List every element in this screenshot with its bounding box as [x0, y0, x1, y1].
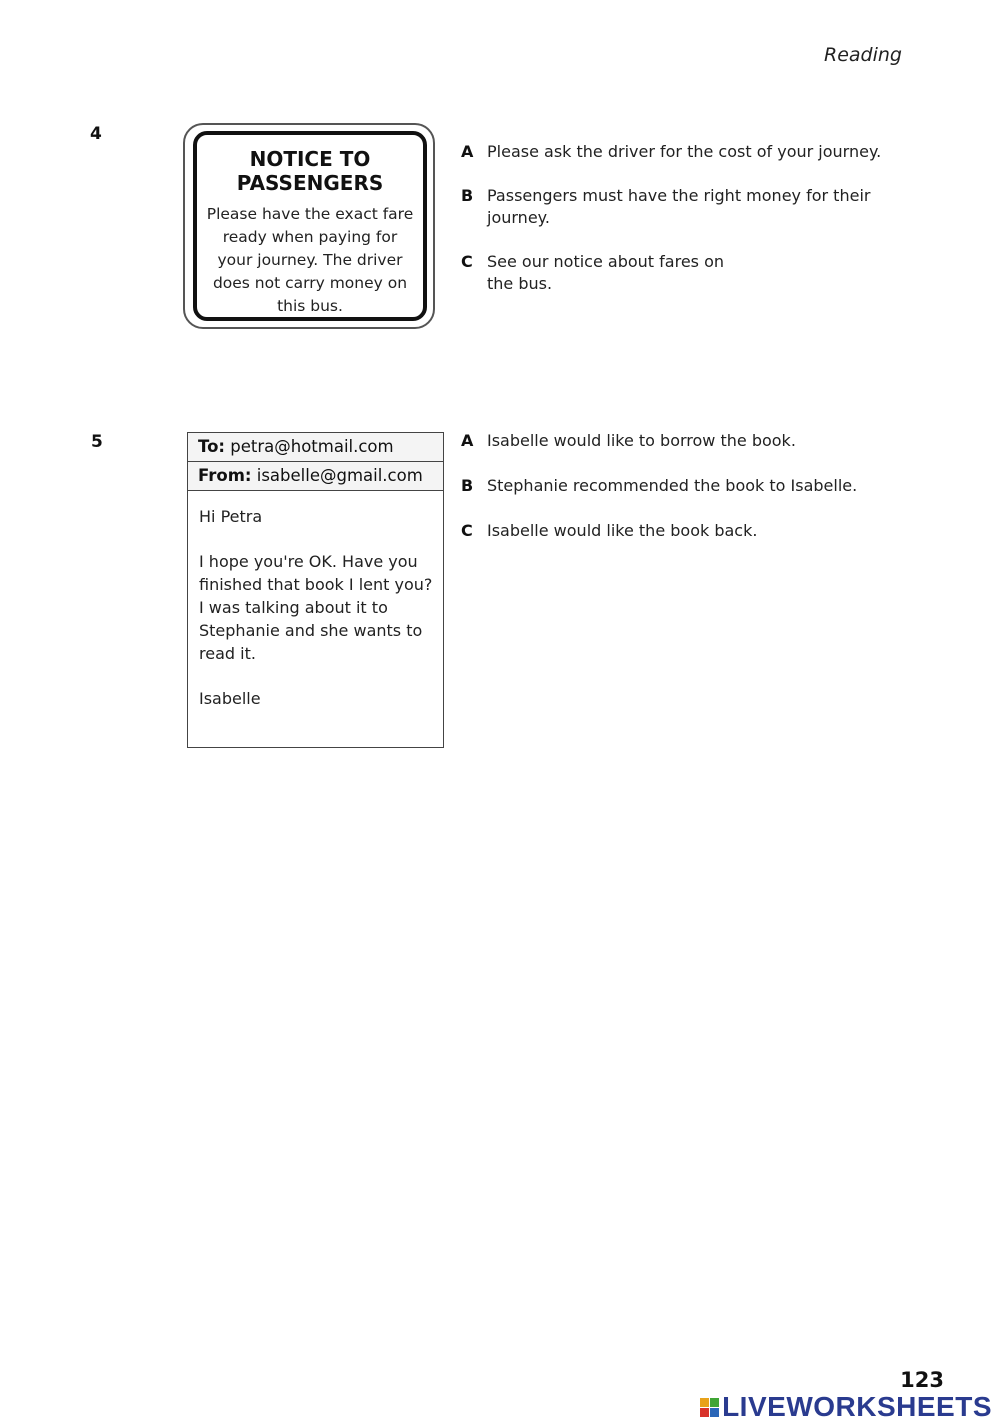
logo-square-icon: [710, 1398, 719, 1407]
option-text: Please ask the driver for the cost of your journey.: [487, 142, 882, 161]
option-text: Isabelle would like the book back.: [487, 521, 758, 540]
logo-square-icon: [710, 1408, 719, 1417]
email-to-row: [188, 433, 443, 462]
option-4c[interactable]: [461, 251, 751, 295]
email-text: I hope you're OK. Have you finished that book I lent you? I was talking about it to Stephanie and she wants to read it.: [199, 552, 433, 663]
logo-square-icon: [700, 1408, 709, 1417]
option-4b[interactable]: [461, 185, 881, 229]
logo-square-icon: [700, 1398, 709, 1407]
email-to-value: petra@hotmail.com: [230, 437, 394, 456]
option-letter: B: [461, 186, 474, 205]
email-from-row: [188, 462, 443, 491]
notice-title-line2: PASSENGERS: [236, 171, 384, 195]
option-letter: B: [461, 476, 474, 495]
question-number-4: 4: [90, 124, 102, 144]
email-body: [188, 491, 443, 710]
page-number: 123: [900, 1368, 944, 1392]
email-from-label: From:: [198, 466, 252, 485]
option-letter: C: [461, 252, 473, 271]
question-4-options: [461, 141, 901, 295]
email-greeting: Hi Petra: [199, 507, 263, 526]
option-5c[interactable]: [461, 520, 901, 542]
option-letter: A: [461, 431, 474, 450]
notice-sign: [193, 131, 427, 321]
email-message: [187, 432, 444, 748]
question-5-options: [461, 430, 901, 542]
question-number-5: 5: [91, 432, 103, 452]
logo-text: LIVEWORKSHEETS: [722, 1391, 992, 1422]
option-5a[interactable]: [461, 430, 901, 452]
option-text: Passengers must have the right money for their journey.: [487, 186, 871, 227]
liveworksheets-logo[interactable]: [700, 1391, 992, 1423]
notice-body: Please have the exact fare ready when paying for your journey. The driver does not carry money on this bus.: [206, 205, 414, 315]
option-letter: C: [461, 521, 473, 540]
option-text: Stephanie recommended the book to Isabelle.: [487, 476, 858, 495]
notice-title-line1: NOTICE TO: [249, 147, 371, 171]
email-signature: Isabelle: [199, 689, 261, 708]
notice-title: [197, 147, 423, 195]
logo-grid-icon: [700, 1398, 719, 1417]
running-header: Reading: [824, 44, 902, 66]
option-text: See our notice about fares on the bus.: [487, 252, 725, 293]
option-letter: A: [461, 142, 474, 161]
email-to-label: To:: [198, 437, 225, 456]
option-4a[interactable]: [461, 141, 901, 163]
email-from-value: isabelle@gmail.com: [256, 466, 423, 485]
option-text: Isabelle would like to borrow the book.: [487, 431, 796, 450]
option-5b[interactable]: [461, 475, 901, 497]
